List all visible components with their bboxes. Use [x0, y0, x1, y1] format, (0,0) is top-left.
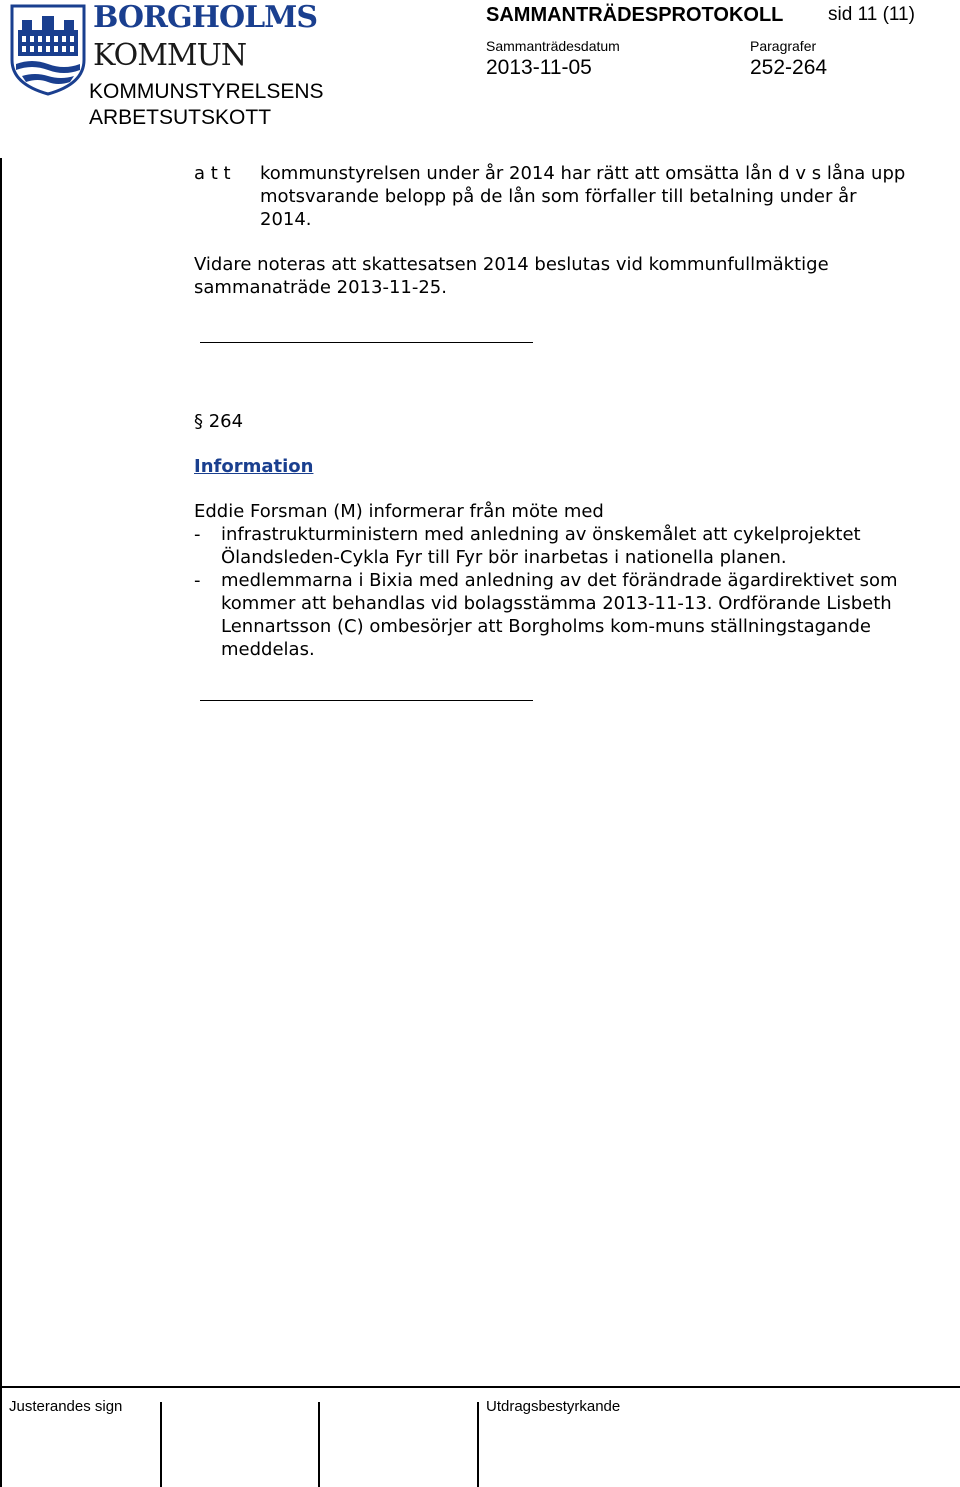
extract-certification-label: Utdragsbestyrkande	[486, 1398, 621, 1415]
meeting-date-label: Sammanträdesdatum	[486, 38, 620, 54]
att-label: a t t	[194, 163, 231, 184]
paragraphs-value: 252-264	[750, 56, 828, 79]
section-divider	[200, 342, 533, 343]
organization-line1: KOMMUNSTYRELSENS	[89, 80, 324, 103]
section-sign-icon: §	[194, 411, 203, 432]
list-item-text: infrastrukturministern med anledning av önskemålet att cykelprojektet Ölandsleden-Cykla Fyr till Fyr bör inarbetas i nationella planen.	[221, 524, 861, 568]
signature-box-divider	[477, 1402, 479, 1487]
list-dash: -	[194, 524, 201, 545]
section-number	[194, 410, 243, 433]
brand-name-line1: BORGHOLMS	[93, 0, 318, 35]
organization-line2: ARBETSUTSKOTT	[89, 106, 272, 129]
document-type: SAMMANTRÄDESPROTOKOLL	[486, 4, 784, 26]
brand-name-line2: KOMMUN	[93, 38, 247, 73]
footer-left-border	[0, 1386, 2, 1487]
signature-box-divider	[318, 1402, 320, 1487]
list-item-text: medlemmarna i Bixia med anledning av det förändrade ägardirektivet som kommer att behandlas vid bolagsstämma 2013-11-13. Ordförande Lisbeth Lennartsson (C) ombesörjer att Borgholms kom-muns ställningstagande meddelas.	[221, 570, 898, 660]
footer-top-border	[0, 1386, 960, 1388]
note-paragraph: Vidare noteras att skattesatsen 2014 beslutas vid kommunfullmäktige sammanaträde 2013-11-25.	[194, 254, 829, 298]
att-paragraph: kommunstyrelsen under år 2014 har rätt att omsätta lån d v s låna upp motsvarande belopp på de lån som förfaller till betalning under år 2014.	[260, 163, 906, 230]
section-number-value: 264	[208, 411, 244, 432]
section-heading: Information	[194, 456, 314, 477]
meeting-date-value: 2013-11-05	[486, 56, 592, 79]
page-number: sid 11 (11)	[828, 4, 915, 25]
signature-box-divider	[160, 1402, 162, 1487]
signature-label: Justerandes sign	[9, 1398, 123, 1415]
list-dash: -	[194, 570, 201, 591]
paragraphs-label: Paragrafer	[750, 38, 817, 54]
section-end-divider	[200, 700, 533, 701]
municipality-logo	[8, 0, 88, 96]
intro-paragraph: Eddie Forsman (M) informerar från möte med	[194, 501, 604, 522]
castle-crest-icon	[8, 0, 88, 96]
left-margin-line	[0, 158, 2, 1387]
